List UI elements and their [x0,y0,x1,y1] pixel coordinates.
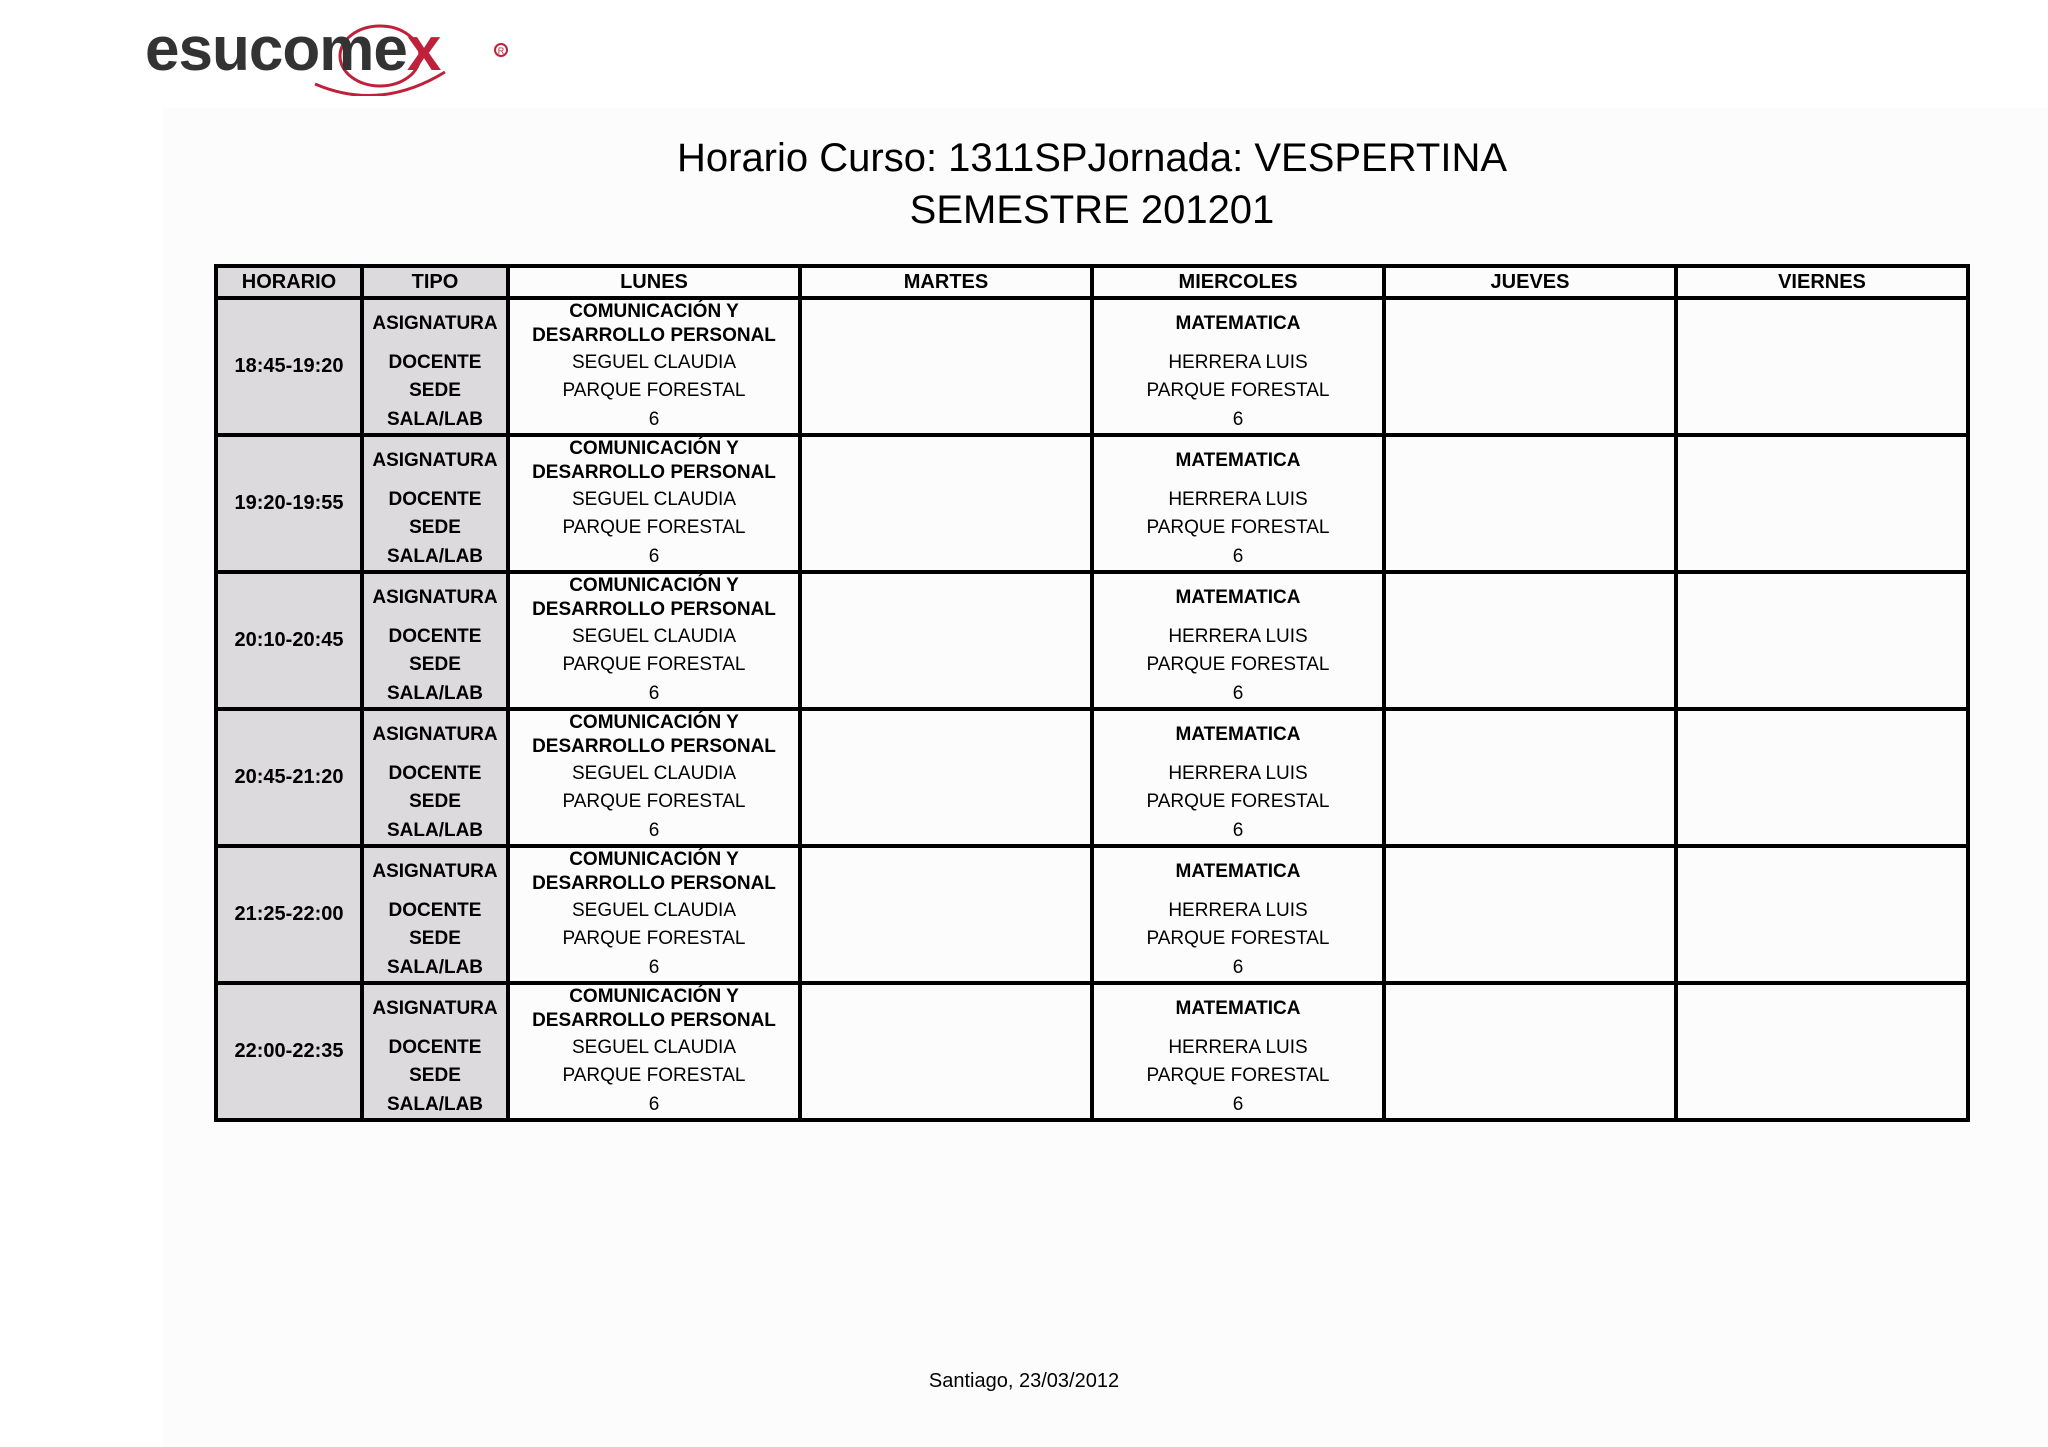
tipo-label: ASIGNATURA [372,861,498,882]
room-number: 6 [648,820,660,841]
subject-line: MATEMATICA [1175,587,1301,608]
time-slot: 21:25-22:00 [216,846,362,983]
site-name: PARQUE FORESTAL [562,654,746,675]
teacher-name: HERRERA LUIS [1168,900,1308,921]
tipo-label: DOCENTE [388,489,482,510]
footer-date: Santiago, 23/03/2012 [928,1370,1120,1392]
jueves-cell [1384,846,1676,983]
miercoles-cell [1092,435,1384,572]
site-name: PARQUE FORESTAL [1146,380,1330,401]
schedule-row [216,983,1968,1120]
lunes-cell [508,572,800,709]
tipo-label: SALA/LAB [386,546,484,567]
schedule-table [214,264,1970,1122]
subject-line: MATEMATICA [1175,724,1301,745]
tipo-cell [362,709,508,846]
miercoles-cell [1092,846,1384,983]
room-number: 6 [1232,683,1244,704]
site-name: PARQUE FORESTAL [562,928,746,949]
lunes-cell [508,846,800,983]
teacher-name: SEGUEL CLAUDIA [571,489,736,510]
room-number: 6 [648,546,660,567]
tipo-cell [362,298,508,435]
time-slot: 19:20-19:55 [216,435,362,572]
room-number: 6 [648,957,660,978]
tipo-label: SEDE [409,517,461,538]
tipo-label: SALA/LAB [386,409,484,430]
subject-line: DESARROLLO PERSONAL [532,736,776,757]
tipo-cell [362,435,508,572]
tipo-label: ASIGNATURA [372,587,498,608]
schedule-row [216,572,1968,709]
martes-cell [800,572,1092,709]
schedule-row [216,435,1968,572]
viernes-cell [1676,298,1968,435]
time-slot: 22:00-22:35 [216,983,362,1120]
room-number: 6 [1232,957,1244,978]
header-tipo: TIPO [362,266,508,298]
header-horario: HORARIO [216,266,362,298]
site-name: PARQUE FORESTAL [1146,1065,1330,1086]
tipo-label: SALA/LAB [386,820,484,841]
esucomex-logo: R esucomex [145,12,525,96]
tipo-label: ASIGNATURA [372,313,498,334]
tipo-label: SEDE [409,380,461,401]
tipo-label: ASIGNATURA [372,998,498,1019]
site-name: PARQUE FORESTAL [562,517,746,538]
site-name: PARQUE FORESTAL [562,380,746,401]
tipo-cell [362,846,508,983]
header-viernes: VIERNES [1676,266,1968,298]
teacher-name: HERRERA LUIS [1168,1037,1308,1058]
subject-line: DESARROLLO PERSONAL [532,873,776,894]
jueves-cell [1384,983,1676,1120]
teacher-name: HERRERA LUIS [1168,763,1308,784]
tipo-label: DOCENTE [388,352,482,373]
schedule-row [216,709,1968,846]
schedule-title: Horario Curso: 1311SPJornada: VESPERTINA [676,136,1508,180]
subject-line: MATEMATICA [1175,313,1301,334]
time-slot: 18:45-19:20 [216,298,362,435]
subject-line: COMUNICACIÓN Y [569,575,739,596]
martes-cell [800,435,1092,572]
martes-cell [800,709,1092,846]
subject-line: MATEMATICA [1175,450,1301,471]
room-number: 6 [1232,820,1244,841]
room-number: 6 [1232,546,1244,567]
miercoles-cell [1092,572,1384,709]
subject-line: COMUNICACIÓN Y [569,986,739,1007]
teacher-name: SEGUEL CLAUDIA [571,763,736,784]
header-jueves: JUEVES [1384,266,1676,298]
teacher-name: SEGUEL CLAUDIA [571,352,736,373]
teacher-name: HERRERA LUIS [1168,626,1308,647]
subject-line: MATEMATICA [1175,861,1301,882]
teacher-name: SEGUEL CLAUDIA [571,1037,736,1058]
tipo-label: ASIGNATURA [372,724,498,745]
tipo-label: SEDE [409,654,461,675]
jueves-cell [1384,709,1676,846]
room-number: 6 [648,409,660,430]
lunes-cell [508,298,800,435]
tipo-label: DOCENTE [388,626,482,647]
martes-cell [800,983,1092,1120]
teacher-name: SEGUEL CLAUDIA [571,626,736,647]
subject-line: DESARROLLO PERSONAL [532,1010,776,1031]
time-slot: 20:45-21:20 [216,709,362,846]
tipo-label: DOCENTE [388,900,482,921]
tipo-label: DOCENTE [388,763,482,784]
miercoles-cell [1092,983,1384,1120]
viernes-cell [1676,572,1968,709]
header-lunes: LUNES [508,266,800,298]
svg-text:R: R [497,46,505,56]
room-number: 6 [1232,1094,1244,1115]
teacher-name: HERRERA LUIS [1168,489,1308,510]
room-number: 6 [648,683,660,704]
subject-line: DESARROLLO PERSONAL [532,599,776,620]
subject-line: DESARROLLO PERSONAL [532,462,776,483]
viernes-cell [1676,709,1968,846]
tipo-label: DOCENTE [388,1037,482,1058]
viernes-cell [1676,983,1968,1120]
subject-line: COMUNICACIÓN Y [569,301,739,322]
tipo-label: SEDE [409,928,461,949]
time-slot: 20:10-20:45 [216,572,362,709]
tipo-label: ASIGNATURA [372,450,498,471]
site-name: PARQUE FORESTAL [562,1065,746,1086]
site-name: PARQUE FORESTAL [1146,517,1330,538]
viernes-cell [1676,846,1968,983]
schedule-row [216,298,1968,435]
site-name: PARQUE FORESTAL [1146,654,1330,675]
tipo-label: SALA/LAB [386,683,484,704]
site-name: PARQUE FORESTAL [1146,791,1330,812]
martes-cell [800,298,1092,435]
lunes-cell [508,983,800,1120]
miercoles-cell [1092,709,1384,846]
tipo-label: SEDE [409,1065,461,1086]
tipo-label: SALA/LAB [386,957,484,978]
subject-line: COMUNICACIÓN Y [569,438,739,459]
site-name: PARQUE FORESTAL [1146,928,1330,949]
room-number: 6 [1232,409,1244,430]
tipo-label: SALA/LAB [386,1094,484,1115]
tipo-cell [362,983,508,1120]
schedule-row [216,846,1968,983]
subject-line: MATEMATICA [1175,998,1301,1019]
jueves-cell [1384,435,1676,572]
viernes-cell [1676,435,1968,572]
lunes-cell [508,435,800,572]
room-number: 6 [648,1094,660,1115]
jueves-cell [1384,298,1676,435]
teacher-name: SEGUEL CLAUDIA [571,900,736,921]
tipo-label: SEDE [409,791,461,812]
martes-cell [800,846,1092,983]
lunes-cell [508,709,800,846]
jueves-cell [1384,572,1676,709]
header-martes: MARTES [800,266,1092,298]
teacher-name: HERRERA LUIS [1168,352,1308,373]
subject-line: COMUNICACIÓN Y [569,712,739,733]
header-miercoles: MIERCOLES [1092,266,1384,298]
header-row [216,266,1968,298]
site-name: PARQUE FORESTAL [562,791,746,812]
subject-line: COMUNICACIÓN Y [569,849,739,870]
miercoles-cell [1092,298,1384,435]
subject-line: DESARROLLO PERSONAL [532,325,776,346]
schedule-semester: SEMESTRE 201201 [909,188,1275,232]
tipo-cell [362,572,508,709]
